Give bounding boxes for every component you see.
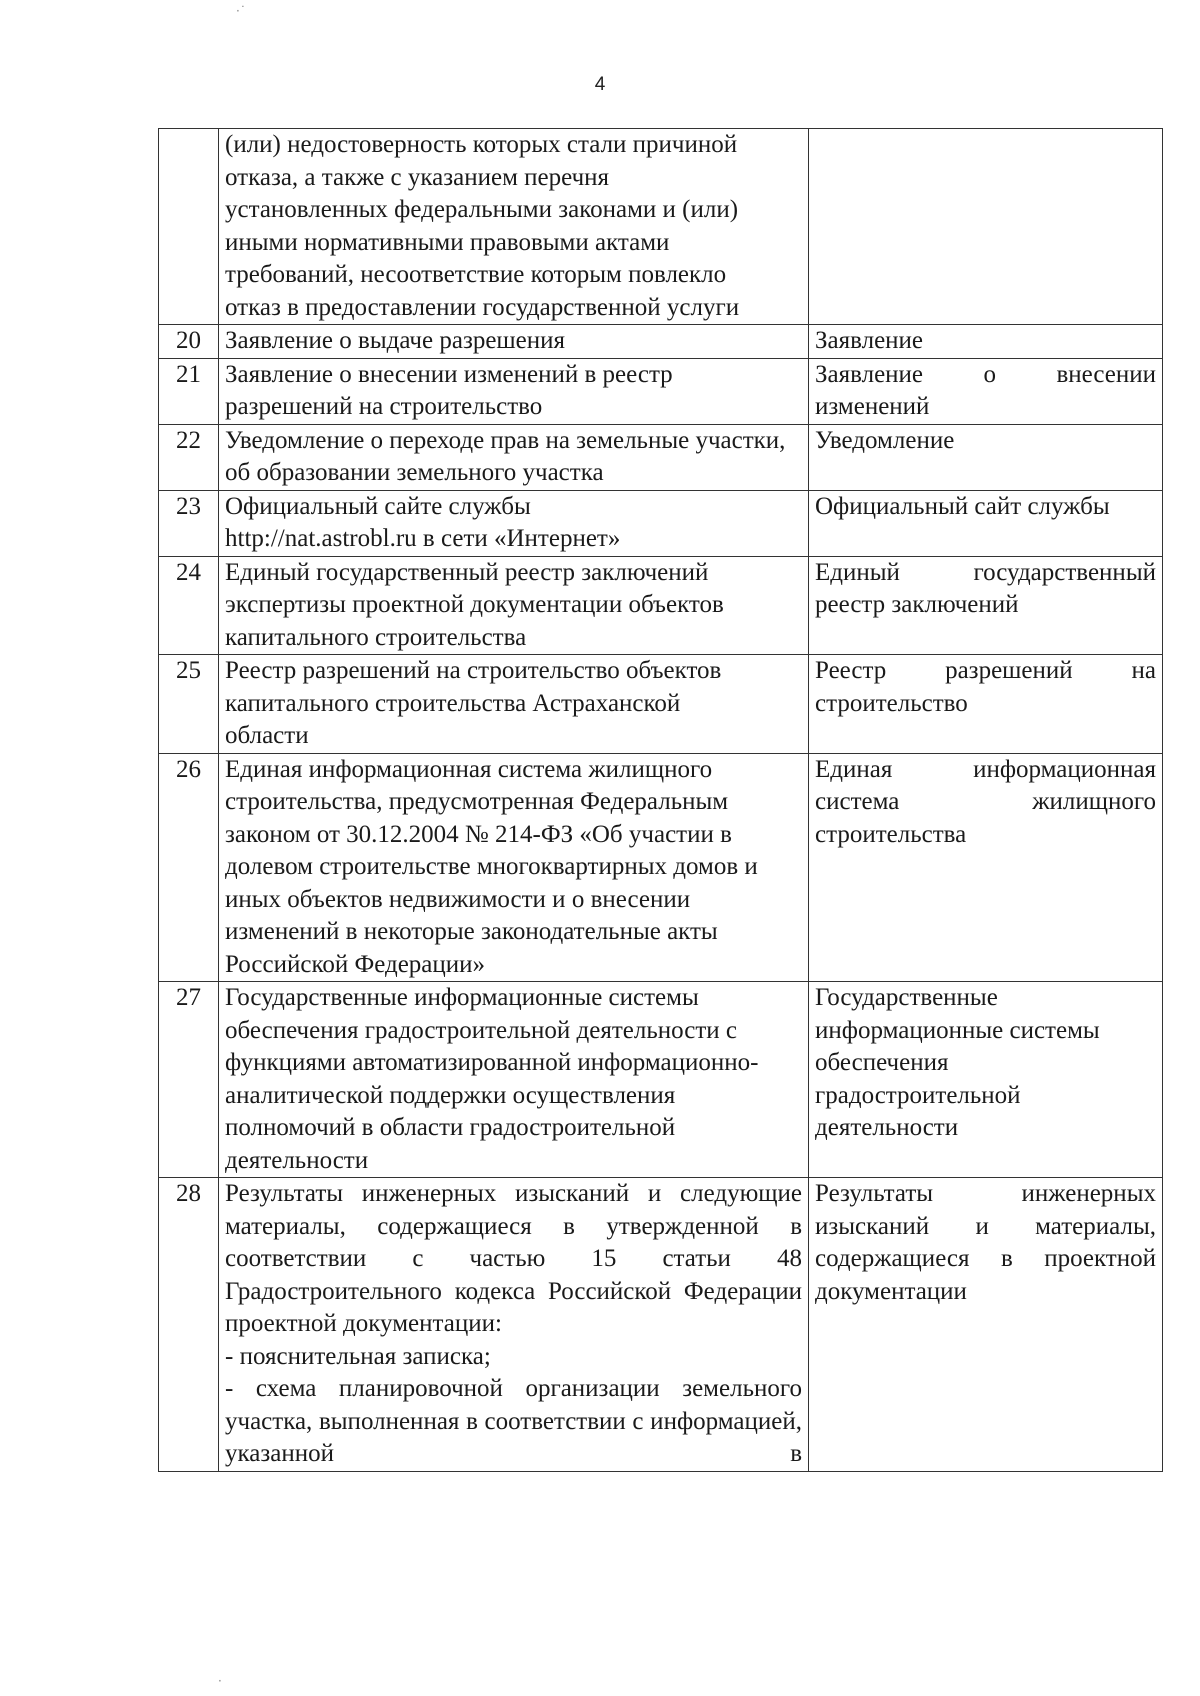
document-short-name: Заявление о внесении изменений [809,358,1163,424]
table-row [159,490,1163,556]
table-row [159,753,1163,982]
document-name: Заявление о выдаче разрешения [219,325,809,359]
table-row [159,129,1163,325]
document-short-name: Единая информационная система жилищного строительства [809,753,1163,982]
row-number: 26 [159,753,219,982]
row-number: 24 [159,556,219,655]
document-name: Заявление о внесении изменений в реестр разрешений на строительство [219,358,809,424]
document-short-name: Единый государственный реестр заключений [809,556,1163,655]
document-name: (или) недостоверность которых стали причиной отказа, а также с указанием перечня установленных федеральными законами и (или) иными нормативными правовыми актами требований, несоответствие которым повлекло отказ в предоставлении государственной услуги [219,129,809,325]
document-short-name: Заявление [809,325,1163,359]
document-short-name: Результаты инженерных изысканий и материалы, содержащиеся в проектной документации [809,1178,1163,1472]
table-row [159,556,1163,655]
documents-table [158,128,1163,1472]
scan-artifact-mark: ·˙ [236,4,246,18]
document-short-name: Уведомление [809,424,1163,490]
document-name-cell [219,1178,809,1472]
page-number: 4 [594,74,606,95]
document-name: Единая информационная система жилищного строительства, предусмотренная Федеральным законом от 30.12.2004 № 214-ФЗ «Об участии в долевом строительстве многоквартирных домов и иных объектов недвижимости и о внесении изменений в некоторые законодательные акты Российской Федерации» [219,753,809,982]
document-name: Уведомление о переходе прав на земельные участки, об образовании земельного участка [219,424,809,490]
document-name-intro: Результаты инженерных изысканий и следующие материалы, содержащиеся в утвержденной в соответствии с частью 15 статьи 48 Градостроительного кодекса Российской Федерации проектной документации: [225,1180,802,1337]
document-name: Государственные информационные системы обеспечения градостроительной деятельности с функциями автоматизированной информационно-аналитической поддержки осуществления полномочий в области градостроительной деятельности [219,982,809,1178]
document-short-name: Государственные информационные системы обеспечения градостроительной деятельности [809,982,1163,1178]
document-short-name: Официальный сайт службы [809,490,1163,556]
scan-artifact-dot: · [218,1674,222,1688]
table-row [159,655,1163,754]
document-name: Единый государственный реестр заключений экспертизы проектной документации объектов капитального строительства [219,556,809,655]
row-number: 27 [159,982,219,1178]
table-row [159,424,1163,490]
document-name: Реестр разрешений на строительство объектов капитального строительства Астраханской области [219,655,809,754]
row-number: 20 [159,325,219,359]
table-row [159,325,1163,359]
row-number: 22 [159,424,219,490]
row-number: 25 [159,655,219,754]
document-name: Официальный сайте службы http://nat.astrobl.ru в сети «Интернет» [219,490,809,556]
document-name-list-item: - схема планировочной организации земельного участка, выполненная в соответствии с информацией, указанной в [225,1375,802,1467]
table-row [159,982,1163,1178]
row-number: 28 [159,1178,219,1472]
document-short-name: Реестр разрешений на строительство [809,655,1163,754]
row-number: 21 [159,358,219,424]
table-row [159,1178,1163,1472]
row-number: 23 [159,490,219,556]
table-row [159,358,1163,424]
row-number [159,129,219,325]
document-short-name [809,129,1163,325]
document-name-list-item: - пояснительная записка; [225,1342,491,1370]
